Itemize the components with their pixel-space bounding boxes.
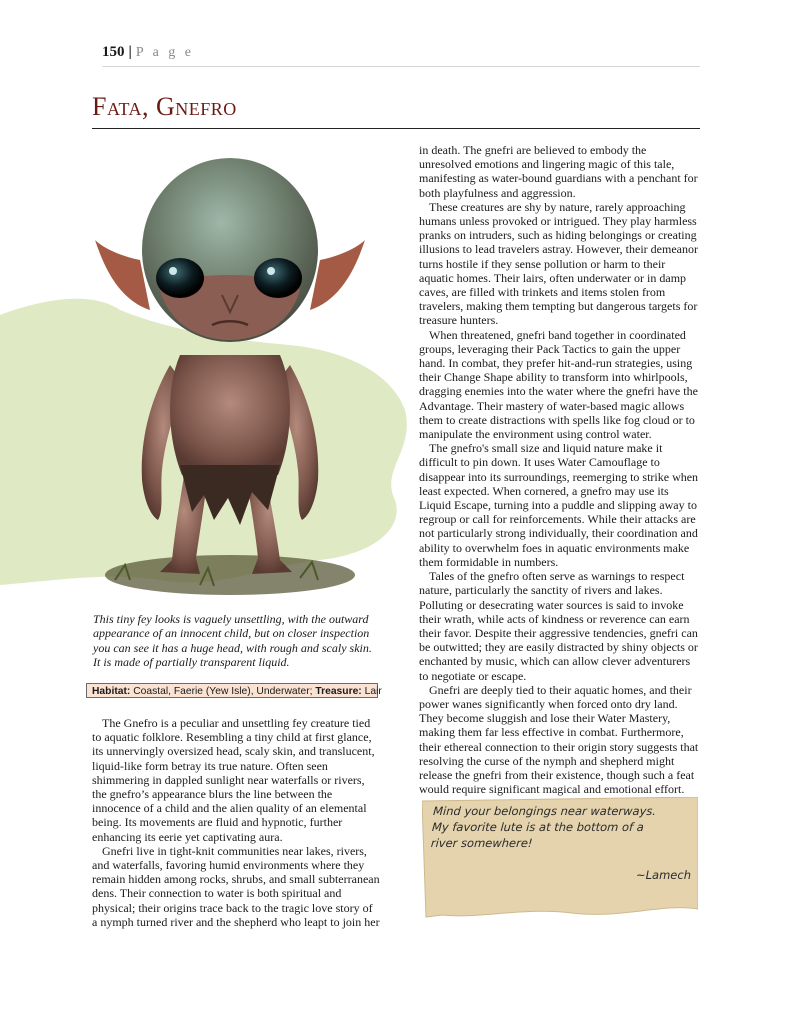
paragraph: The gnefro's small size and liquid nature make it difficult to pin down. It uses Water Camouflage to disappear into its surroundings, reemerging to strike when least expected. When cornered, a gnefro may use its Liquid Escape, turning into a puddle and slipping away to regroup or call for reinforcements. While their attacks are not particularly strong individually, their coordination and ability to overwhelm foes in aquatic environments make them formidable in numbers. bbox=[419, 441, 699, 569]
page-header bbox=[102, 44, 700, 67]
left-eye bbox=[156, 258, 204, 298]
right-ear bbox=[310, 240, 365, 310]
right-eye bbox=[254, 258, 302, 298]
page-separator: | bbox=[128, 44, 132, 60]
habitat-box bbox=[86, 683, 382, 698]
paragraph: Tales of the gnefro often serve as warnings to respect nature, particularly the sanctity of rivers and lakes. Polluting or desecrating water sources is said to invoke their wrath, while acts of kindness or reverence can earn their favor. Despite their aggressive tendencies, gnefri can be outwitted; they are easily distracted by shiny objects or enchanted by music, which can allow clever adventurers to negotiate or escape. bbox=[419, 569, 698, 683]
paragraph: These creatures are shy by nature, rarely approaching humans unless provoked or intrigued. They play harmless pranks on intruders, such as hiding belongings or creating illusions to lead travelers astray. However, their demeanor turns hostile if they sense pollution or harm to their aquatic homes. Their lairs, often underwater or in damp caves, are filled with trinkets and items stolen from travelers, making them tempting but dangerous targets for treasure hunters. bbox=[419, 199, 698, 328]
habitat-label: Habitat: bbox=[92, 686, 131, 697]
paragraph: When threatened, gnefri band together in coordinated groups, leveraging their Pack Tactics to gain the upper hand. In combat, they prefer hit-and-run strategies, using their Change Shape ability to transform into whirlpools, dragging enemies into the water where the gnefri have the Advantage. Their mastery of water-based magic allows them to create distractions with spells like fog cloud or to manipulate the environment using control water. bbox=[419, 327, 698, 442]
page-number: 150 bbox=[102, 44, 125, 60]
ground-patch bbox=[105, 555, 355, 595]
title-rule bbox=[92, 128, 700, 129]
left-ear bbox=[95, 240, 150, 310]
page-title: Fata, Gnefro bbox=[92, 92, 237, 121]
illustration-caption: This tiny fey looks is vaguely unsettling, with the outward appearance of an innocent child, but on closer inspection you can see it has a huge head, with rough and scaly skin. It is made of partially transparent liquid. bbox=[93, 612, 372, 669]
habitat-value: Coastal, Faerie (Yew Isle), Underwater; bbox=[130, 686, 316, 697]
page-word: P a g e bbox=[135, 45, 195, 60]
paragraph: The Gnefro is a peculiar and unsettling fey creature tied to aquatic folklore. Resembling a tiny child at first glance, its unnervingly oversized head, scaly skin, and translucent, liquid-like form betray its true nature. Often seen shimmering in dappled sunlight near waterfalls or rivers, the gnefro’s appearance blurs the line between the innocence of a child and the alien quality of an elemental being. Its movements are fluid and hypnotic, further enhancing its eerie yet captivating aura. bbox=[92, 716, 375, 844]
note-text: Mind your belongings near waterways. My favorite lute is at the bottom of a river somewhere! bbox=[430, 804, 657, 850]
treasure-label: Treasure: bbox=[315, 686, 362, 697]
paragraph: Gnefri live in tight-knit communities near lakes, rivers, and waterfalls, favoring humid environments where they remain hidden among rocks, shrubs, and small subterranean dens. Their connection to water is both spiritual and physical; their origins trace back to the tragic love story of a nymph turned river and the shepherd who leapt to join her bbox=[92, 843, 380, 929]
note-signature: ~Lamech bbox=[636, 868, 691, 882]
paragraph: in death. The gnefri are believed to embody the unresolved emotions and lingering magic of this tale, manifesting as water-bound guardians with a penchant for both playfulness and aggression. bbox=[419, 143, 698, 200]
gnefro-illustration bbox=[0, 140, 420, 610]
right-column bbox=[419, 143, 700, 796]
paragraph: Gnefri are deeply tied to their aquatic homes, and their power wanes significantly when forced onto dry land. They become sluggish and lose their Water Mastery, making them far less effective in combat. Furthermore, their ethereal connection to their origin story suggests that resolving the curse of the nymph and shepherd might release the gnefri from their existence, though such a feat would require significant magical and emotional effort. bbox=[419, 682, 699, 797]
treasure-value: Lair bbox=[361, 686, 382, 697]
left-column bbox=[92, 716, 380, 929]
